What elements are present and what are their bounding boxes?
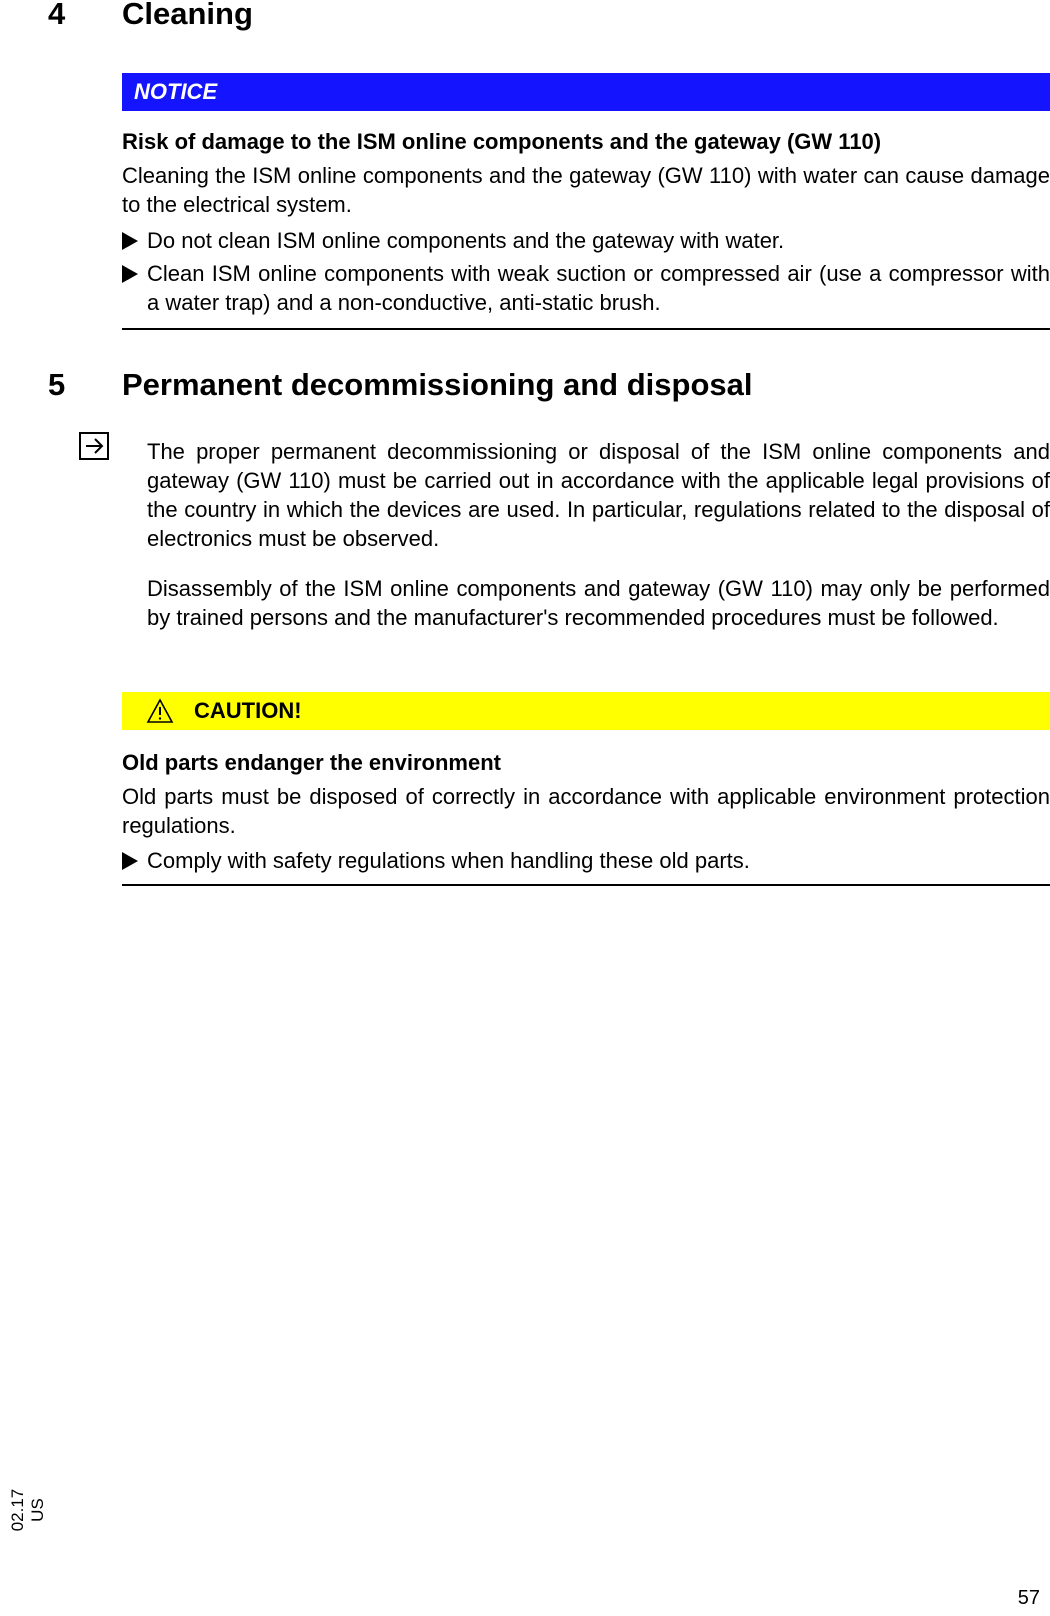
caution-step — [122, 846, 1050, 875]
page-number: 57 — [1017, 1587, 1040, 1609]
notice-heading: Risk of damage to the ISM online components and the gateway (GW 110) — [122, 129, 882, 154]
step-arrow-icon — [122, 852, 138, 870]
notice-step-text: Clean ISM online components with weak suction or compressed air (use a compressor with a water trap) and a non-conductive, anti-static brush. — [147, 261, 1050, 315]
caution-heading: Old parts endanger the environment — [122, 750, 501, 775]
section-5-number: 5 — [48, 367, 66, 402]
decommissioning-paragraph: The proper permanent decommissioning or disposal of the ISM online components and gateway (GW 110) must be carried out in accordance with the applicable legal provisions of the country in which the devices are used. In particular, regulations related to the disposal of electronics must be observed. — [147, 439, 1050, 551]
caution-step-text: Comply with safety regulations when handling these old parts. — [147, 848, 750, 873]
caution-banner — [122, 692, 1050, 730]
document-code: 02.17 US — [8, 1488, 47, 1532]
notice-end-rule — [122, 328, 1050, 330]
notice-label: NOTICE — [134, 79, 218, 104]
section-5-title: Permanent decommissioning and disposal — [122, 367, 753, 402]
caution-end-rule — [122, 884, 1050, 886]
notice-banner — [122, 73, 1050, 111]
notice-step — [122, 259, 1050, 317]
section-4-number: 4 — [48, 0, 66, 31]
notice-step — [122, 226, 1050, 255]
caution-label: CAUTION! — [194, 698, 302, 723]
section-4-title: Cleaning — [122, 0, 253, 31]
step-arrow-icon — [122, 265, 138, 283]
notice-step-text: Do not clean ISM online components and the gateway with water. — [147, 228, 785, 253]
step-arrow-icon — [122, 232, 138, 250]
caution-text: Old parts must be disposed of correctly in accordance with applicable environment protection regulations. — [122, 784, 1050, 838]
warning-triangle-icon — [146, 698, 174, 724]
disassembly-paragraph: Disassembly of the ISM online components and gateway (GW 110) may only be performed by trained persons and the manufacturer's recommended procedures must be followed. — [147, 576, 1050, 630]
arrow-right-icon — [79, 432, 109, 460]
notice-text: Cleaning the ISM online components and the gateway (GW 110) with water can cause damage to the electrical system. — [122, 163, 1050, 217]
